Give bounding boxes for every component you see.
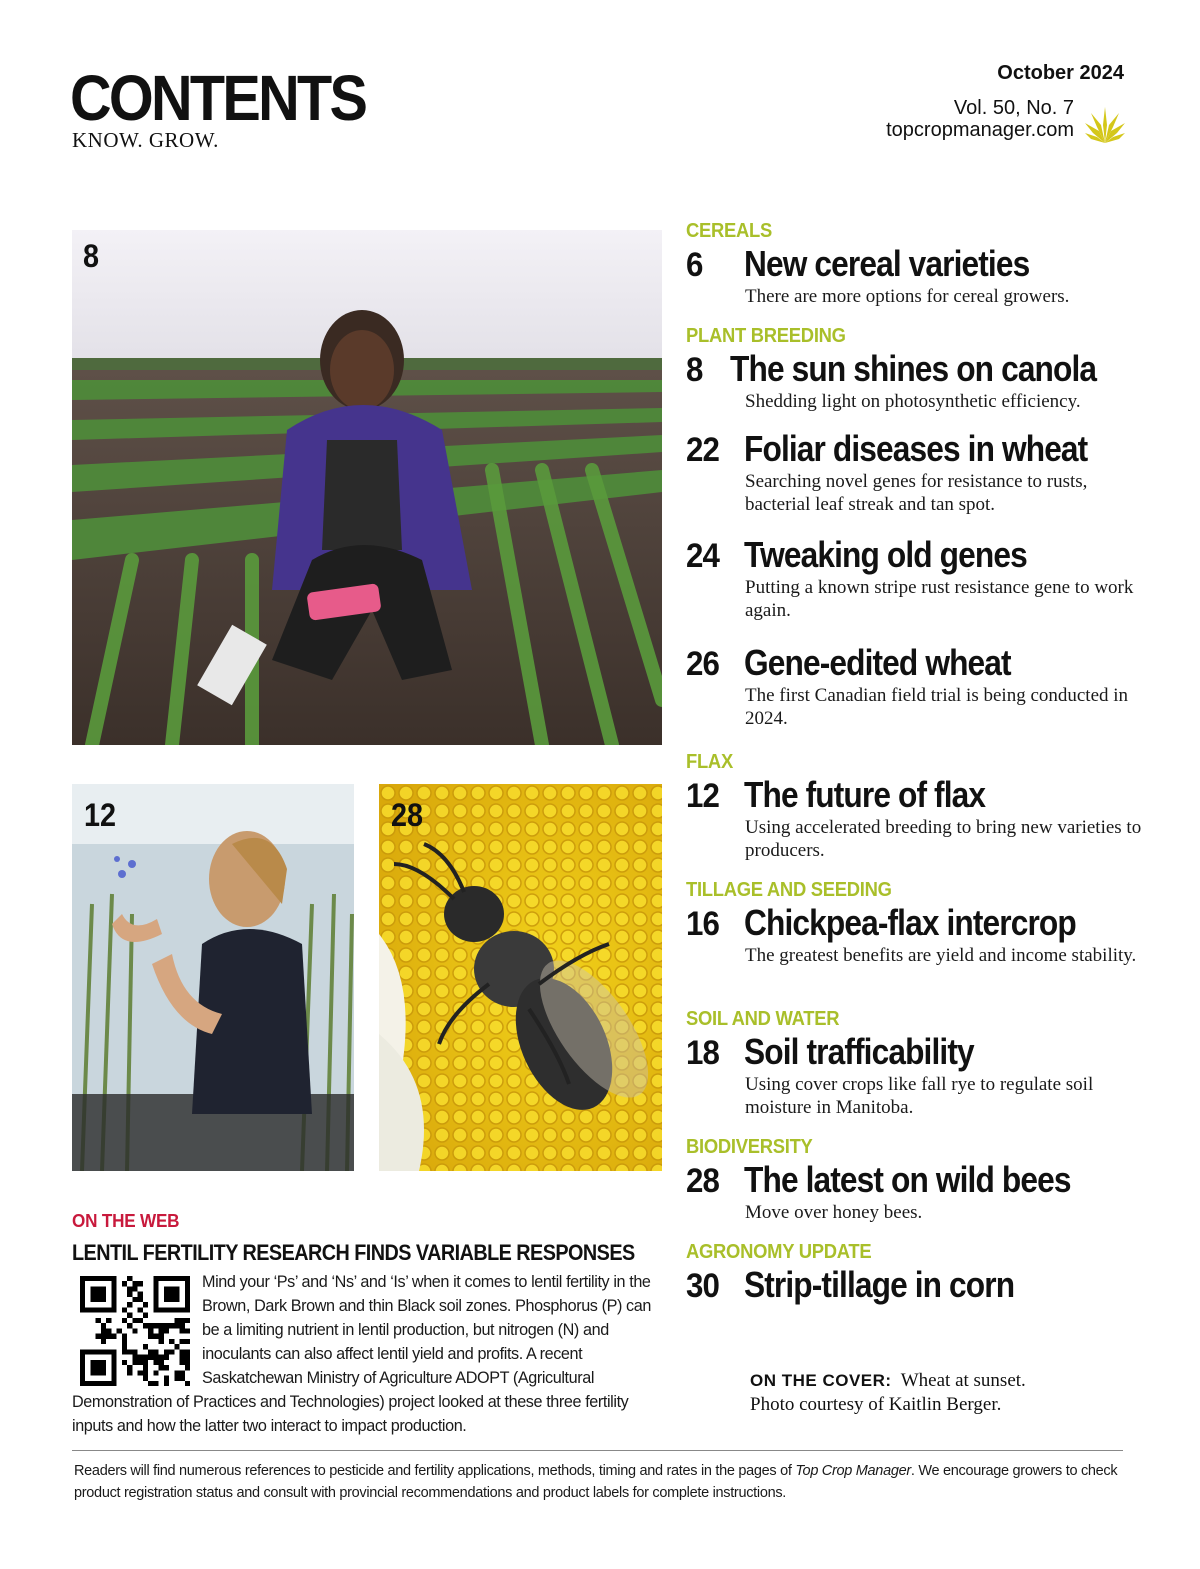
toc-article-title[interactable]: The future of flax (744, 774, 986, 815)
footer-divider (72, 1450, 1123, 1451)
toc-item-wild-bees[interactable] (686, 1136, 1146, 1224)
toc-item-new-cereal-varieties[interactable] (686, 220, 1146, 308)
toc-article-description: Using accelerated breeding to bring new varieties to producers. (745, 817, 1142, 861)
disclaimer-before: Readers will find numerous references to pesticide and fertility applications, methods, timing and rates in the pages of (74, 1463, 796, 1479)
toc-article-description: Move over honey bees. (745, 1202, 923, 1223)
toc-article-description: Shedding light on photosynthetic efficiency. (745, 391, 1081, 412)
flax-research-image (72, 784, 354, 1171)
issue-date: October 2024 (997, 62, 1124, 84)
toc-article-title[interactable]: Soil trafficability (744, 1031, 974, 1072)
toc-section-label: BIODIVERSITY (686, 1136, 813, 1158)
web-article-headline[interactable]: LENTIL FERTILITY RESEARCH FINDS VARIABLE RESPONSES (72, 1240, 635, 1265)
toc-article-description: Searching novel genes for resistance to rusts, bacterial leaf streak and tan spot. (745, 471, 1088, 515)
canola-field-image (72, 230, 662, 745)
toc-item-soil-trafficability[interactable] (686, 1008, 1146, 1119)
photo-flax-research (72, 784, 354, 1171)
toc-article-title[interactable]: The latest on wild bees (744, 1159, 1071, 1200)
toc-item-gene-edited-wheat[interactable] (686, 642, 1146, 730)
magazine-name: Top Crop Manager (795, 1463, 911, 1479)
toc-article-description: Using cover crops like fall rye to regulate soil moisture in Manitoba. (745, 1074, 1094, 1118)
toc-page-number: 22 (686, 431, 719, 469)
photo-canola-field (72, 230, 662, 745)
cover-credit (750, 1369, 1130, 1417)
toc-page-number: 6 (686, 246, 703, 284)
website-link[interactable]: topcropmanager.com (886, 119, 1074, 141)
photo-wild-bee (379, 784, 662, 1171)
wild-bee-image (379, 784, 662, 1171)
toc-article-description: Putting a known stripe rust resistance gene to work again. (745, 577, 1134, 621)
toc-page-number: 12 (686, 777, 719, 815)
cover-label: ON THE COVER: (750, 1371, 892, 1390)
disclaimer-text (74, 1460, 1134, 1504)
cover-text: Wheat at sunset. (900, 1370, 1026, 1391)
toc-page-number: 28 (686, 1162, 719, 1200)
toc-item-foliar-diseases[interactable] (686, 428, 1146, 516)
toc-section-label: TILLAGE AND SEEDING (686, 879, 892, 901)
on-the-web-label: ON THE WEB (72, 1211, 180, 1231)
toc-article-description: There are more options for cereal growers. (745, 286, 1070, 307)
web-article-body (72, 1270, 672, 1438)
toc-section-label: AGRONOMY UPDATE (686, 1241, 872, 1263)
toc-article-description: The first Canadian field trial is being conducted in 2024. (745, 685, 1129, 729)
toc-item-strip-tillage[interactable] (686, 1241, 1146, 1306)
photo-page-number: 28 (391, 797, 424, 833)
toc-item-future-of-flax[interactable] (686, 751, 1146, 862)
toc-item-sun-shines-on-canola[interactable] (686, 325, 1146, 413)
toc-article-title[interactable]: Gene-edited wheat (744, 642, 1011, 683)
toc-section-label: SOIL AND WATER (686, 1008, 840, 1030)
toc-page-number: 8 (686, 351, 703, 389)
cover-photo-credit: Photo courtesy of Kaitlin Berger. (750, 1394, 1002, 1415)
toc-section-label: PLANT BREEDING (686, 325, 846, 347)
toc-page-number: 16 (686, 905, 719, 943)
toc-article-title[interactable]: Foliar diseases in wheat (744, 428, 1088, 469)
photo-page-number: 8 (83, 238, 100, 274)
toc-article-title[interactable]: Chickpea-flax intercrop (744, 902, 1076, 943)
issue-volume: Vol. 50, No. 7 (953, 97, 1074, 119)
toc-article-title[interactable]: Strip-tillage in corn (744, 1264, 1015, 1305)
toc-page-number: 30 (686, 1267, 719, 1305)
masthead-tagline: KNOW. GROW. (72, 128, 219, 152)
toc-article-title[interactable]: Tweaking old genes (744, 534, 1027, 575)
disclaimer-after: . We encourage growers to check product registration status and consult with provincial recommendations and product labels for complete instructions. (74, 1463, 1118, 1501)
toc-article-title[interactable]: The sun shines on canola (729, 348, 1097, 389)
toc-page-number: 26 (686, 645, 719, 683)
toc-item-chickpea-flax[interactable] (686, 879, 1146, 967)
photo-page-number: 12 (84, 797, 117, 833)
toc-article-title[interactable]: New cereal varieties (744, 243, 1030, 284)
brand-leaf-icon (1083, 103, 1127, 147)
toc-item-tweaking-old-genes[interactable] (686, 534, 1146, 622)
web-article-text: Mind your ‘Ps’ and ‘Ns’ and ‘Is’ when it comes to lentil fertility in the Brown, Dark Brown and thin Black soil zones. Phosphorus (P) can be a limiting nutrient in lentil production, but nitrogen (N) and inoculants can also affect lentil yield and profits. A recent Saskatchewan Ministry of Agriculture ADOPT (Agricultural Demonstration of Practices and Technologies) project looked at these three fertility inputs and how the latter two interact to impact production. (72, 1273, 651, 1435)
toc-section-label: CEREALS (686, 220, 772, 242)
toc-page-number: 24 (686, 537, 719, 575)
toc-page-number: 18 (686, 1034, 719, 1072)
page-title: CONTENTS (70, 62, 366, 134)
toc-article-description: The greatest benefits are yield and income stability. (745, 945, 1137, 966)
toc-section-label: FLAX (686, 751, 733, 773)
